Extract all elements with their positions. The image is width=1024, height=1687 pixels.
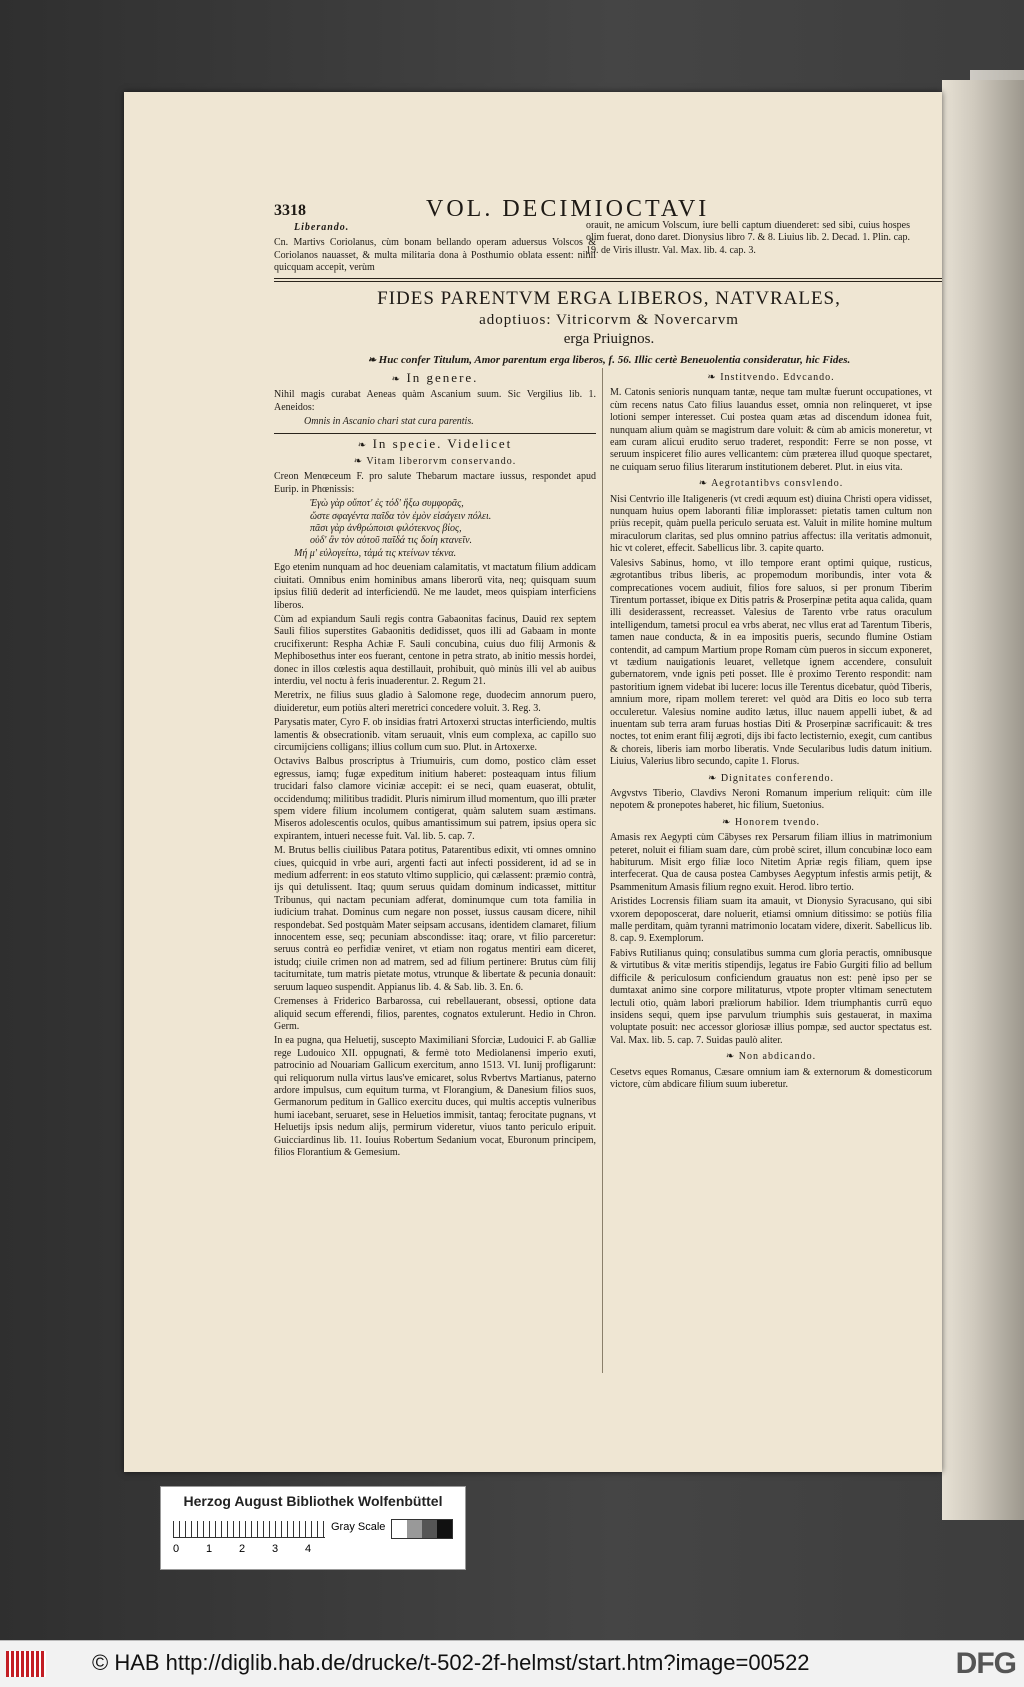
paragraph: In ea pugna, qua Heluetij, suscepto Maximiliani Sforciæ, Ludouici F. ab Galliæ rege Ludouico XII. oppugnati, & fermè toto Mediolanensi imperio exuti, patrocinio ad Nouariam Gallicum exercitum, anno 1513. VI. Iunij profligarunt: qui reliquorum nulla virtus laus've emicaret, solus Rvbertvs Martianus, paterno ardore impulsus, cum equitum turma, vt Florangium, & Danesium filios suos, Germanorum peditum in Gallico exercitu duces, qui multis acceptis vulneribus humi iacebant, seruaret, sese in Heluetios immisit, tantaq; ferocitate pugnans, vt Heluetijs ipsis nedum alijs, permirum videretur, viuos tanto periculo eripuit. Guicciardinus lib. 11. Iouius Robertum Sedanium vocat, Eburonum principem, filios Florantium & Gemesium. [274, 1035, 596, 1158]
verse-quote: Omnis in Ascanio chari stat cura parentis. [304, 416, 474, 428]
column-gutter [602, 368, 603, 1373]
paragraph: Amasis rex Aegypti cùm Cābyses rex Persarum filiam illius in matrimonium peteret, noluit ei filiam suam dare, cùm probè sciret, illum concubinæ loco eam habiturum. Misit ergo filiæ loco Nitetim Apriæ regis filiam, quem ipse interfecerat. Qua de causa postea Cambyses Aegyptum infestis armis petijt, & Psammenitum Amasis filium regno exuit. Herod. libro tertio. [610, 832, 932, 893]
subsection-heading: ❧ Institvendo. Edvcando. [707, 372, 835, 383]
paragraph: orauit, ne amicum Volscum, iure belli captum diuenderet: sed sibi, cuius hospes olim fuerat, dono daret. Dionysius libro 7. & 8. Liuius lib. 2. Decad. 1. Plin. cap. 19. de Viris illustr. Val. Max. lib. 4. cap. 3. [586, 220, 910, 256]
divider [274, 278, 942, 279]
fleuron-icon: ❧ [722, 816, 735, 828]
volume-title: VOL. DECIMIOCTAVI [426, 196, 710, 222]
library-name: Herzog August Bibliothek Wolfenbüttel [183, 1493, 443, 1509]
library-color-card [160, 1486, 466, 1570]
scale-ruler [173, 1521, 325, 1538]
paragraph: Cn. Martivs Coriolanus, cùm bonam bellando operam aduersus Volscos & Coriolanos nauasset, & multa militaria dona à Posthumio oblata essent: nihil quicquam accepit, verùm [274, 237, 596, 274]
section-heading: ❧ In specie. Videlicet [357, 435, 513, 451]
section-heading: ❧ In genere. [391, 370, 479, 385]
fleuron-icon: ❧ [367, 355, 379, 366]
greek-verse: ὥστε σφαγέντα παῖδα τὸν ἐμὸν εἰσάγειν πόλει. [310, 510, 492, 522]
greek-verse: Μή μ' εὐλογείτω, τἀμά τις κτείνων τέκνα. [294, 547, 457, 559]
divider [274, 433, 596, 434]
subsection-heading: ❧ Vitam liberorvm conservando. [353, 456, 517, 468]
section-heading: Liberando. [294, 222, 350, 233]
fleuron-icon: ❧ [391, 374, 407, 385]
title-line: adoptiuos: Vitricorvm & Novercarvm [479, 312, 739, 328]
paragraph: Meretrix, ne filius suus gladio à Salomone rege, duodecim annorum puero, diuideretur, eum potiùs alteri meretrici concedere voluit. 3. Reg. 3. [274, 690, 596, 714]
paragraph: Cesetvs eques Romanus, Cæsare omnium iam & externorum & domesticorum victore, cùm abdicare filium suum iuberetur. [610, 1066, 932, 1090]
greek-verse: οὐδ' ἂν τὸν αὑτοῦ παῖδά τις δοίη κτανεῖν. [310, 535, 473, 547]
subsection-heading: ❧ Non abdicando. [725, 1051, 817, 1063]
paragraph: M. Brutus bellis ciuilibus Patara potitus, Patarentibus edixit, vti omnes omnino ciues, quicquid in vrbe auri, argenti facti aut infecti possiderent, id ad se in medium adferrent: in eos statuto vltimo supplicio, qui cælassent: præmio contrà, ijs qui detulissent. Itaq; quum seruus quidam dominum indicasset, mittitur Tribunus, qui nactam pecuniam adferat, dominumque cum tota familia in iudicium trahat. Dominus cum negare non posset, iussus causam dicere, nihil respondebat. Sed postquàm Mater seipsam accusans, identidem clamaret, filium innocentem esse, seq; pecuniam abscondisse: itaq; orare, vt filio parceretur: seruus contrà eo perfidiæ veniret, vt etiam non rogatus mentiri eam diceret, istudq; ciuile crimen non ad matrem, sed ad filium pertinere: Brutus cùm filij taciturnitate, tum matris pietate motus, vtrunque & libertate & pecunia donauit: seruum laqueo suspendit. Appianus lib. 4. & Sab. lib. 3. En. 6. [274, 845, 596, 993]
subsection-heading: ❧ Aegrotantibvs consvlendo. [698, 478, 844, 490]
source-url[interactable]: © HAB http://diglib.hab.de/drucke/t-502-2f-helmst/start.htm?image=00522 [92, 1650, 810, 1675]
divider [274, 281, 942, 282]
right-column [610, 368, 932, 1093]
book-page [124, 92, 942, 1472]
fleuron-icon: ❧ [357, 439, 373, 451]
paragraph: Nisi Centvrio ille Italigeneris (vt credi æquum est) diuina Christi opera vidisset, nunquam huius opem laboranti filiæ implorasset: pietatis tamen cultum non priùs recepit, quàm puella periculo seruata est. Valuit in milite homine multum miraculorum claritas, sed plus omnino patrius affectus: illa veritatis admonuit, hic vt coleret, effecit. Sabellicus libr. 3. capite quarto. [610, 493, 932, 555]
subsection-heading: ❧ Honorem tvendo. [722, 816, 820, 828]
fleuron-icon: ❧ [698, 478, 712, 490]
paragraph: Cùm ad expiandum Sauli regis contra Gabaonitas facinus, Dauid rex septem Sauli filios superstites Gabaonitis dedidisset, quos illi ad Gabaam in monte crucifixerunt: Respha Achiæ F. Sauli concubina, cuius duo filij Armonis & Mephibosethus inter eos fuerant, centone in petra strato, ab initio messis hordei, donec in illos cœlestis aqua destillauit, prohibuit, quò minùs illi vel ab auibus interdiu, vel noctu à feris inuaderentur. 2. Regum 21. [274, 613, 596, 687]
page-number: 3318 [274, 202, 306, 219]
fleuron-icon: ❧ [725, 1051, 739, 1063]
subsection-heading: ❧ Dignitates conferendo. [708, 772, 834, 784]
fleuron-icon: ❧ [353, 456, 367, 468]
paragraph: Cremenses à Friderico Barbarossa, cui rebellauerant, obsessi, optione data aliquid secum efferendi, filios, parentes, cognatos extulerunt. Hedio in Chron. Germ. [274, 996, 596, 1032]
paragraph: Valesivs Sabinus, homo, vt illo tempore erant optimi quique, rusticus, ægrotantibus tribus liberis, ac propemodum moribundis, inter vota & comprecationes vocem audiuit, filios fore saluos, si per pronum Tiberim Tirentum portasset, ibique ex Ditis patris & Proserpinæ petita aqua calida, quam illi desiderassent, recreasset. Valesius de Tarento vrbe ratus oraculum intelligendum, tametsi procul ea vrbs aberat, nec vllus erat ad Tarentum Tiberis, tamen naue conducta, & in ea impositis pueris, secundo flumine Ostiam contendit, ad campum Martium prope Romam cùm pueros in siccum exponeret, vt tædium nauigationis leuaret, velletque ignem accendere, consuluit gubernatorem, vnde ignis peti posset. Ille è proximo Terento respondit: nam pastoritium ignem videbat ibi lucere: locus ille Terentus dicebatur, quòd Tiberis, amnium more, ripam mollem tereret: vel quòd ara Ditis eo loco sub terra occuleretur. Valesius nomine audito lætus, illuc nauem appelli iubet, & ad inuentam sub terra aram furuas hostias Diti & Proserpinæ sacrificauit: & tres noctes, tot enim erant filij ægroti, dijs ibi facto lectisternio, exegit, cum cantibus & choreis, liberis iam morbo liberatis. Vnde Secularibus ludis datum initium. Liuius, Valerius libro secundo, capite 1. Florus. [610, 557, 932, 768]
paragraph: Fabivs Rutilianus quinq; consulatibus summa cum gloria peractis, omnibusque & virtutibus & vitæ meritis stipendijs, legatus ire Fabio Gurgiti filio ad bellum difficile & periculosum conficiendum grauatus non est: penè ipso per se dumtaxat animo sine corpore militaturus, vtpote propter vltimam senectutem lectuli otio, quàm labori præliorum habilior. Idem triumphantis currū equo insidens sequi, quem ipse parvulum triumphis suis gestauerat, in maxima voluptate posuit: nec accessor gloriosæ illius pompæ, sed auctor spectatus est. Val. Max. lib. 5. cap. 7. Suidas paulò aliter. [610, 947, 932, 1046]
paragraph: Octavivs Balbus proscriptus à Triumuiris, cum domo, postico clàm esset egressus, iamq; fugæ expeditum initium haberet: posteaquam intus filium trucidari falso clamore viciniæ accepit: ei se neci, quam euaserat, obtulit, occidendumq; militibus tradidit. Pluris nimirum illud momentum, quo illi præter spem videre filium incolumem contigerat, quàm salutem suam æstimans. Miseros adolescentis oculos, quibus amantissimum sui patrem, ipsius opera sic expirantem, intueri necesse fuit. Val. lib. 5. cap. 7. [274, 756, 596, 842]
hab-logo-icon [6, 1651, 46, 1677]
title-line: erga Priuignos. [563, 331, 655, 347]
paragraph: M. Catonis senioris nunquam tantæ, neque tam multæ fuerunt occupationes, vt cùm recens natus Cato filius lauandus esset, omnia non relinqueret, vt ipse lotioni semper interesset. Cui postea quam ætas ad discendum idonea fuit, nunquam alium quàm se magistrum dare voluit: & cùm ab amicis moneretur, vt eam curam alicui erudito seruo traderet, respondit: Ferre se non posse, vt seruum inspiceret filio aures vellicantem: cùm præterea illud quoque spectaret, ne cuiquam seruo filius literarum institutionem deberet. Plut. in eius vita. [610, 387, 932, 473]
greek-verse: πᾶσι γὰρ ἀνθρώποισι φιλότεκνος βίος, [310, 523, 462, 535]
paragraph: Nihil magis curabat Aeneas quàm Ascanium suum. Sic Vergilius lib. 1. Aeneidos: [274, 389, 596, 413]
page-fold-edge [942, 80, 1024, 1520]
paragraph: Aristides Locrensis filiam suam ita amauit, vt Dionysio Syracusano, qui sibi vxorem depoposcerat, dare noluerit, etiamsi omnium ditissimo: se potiùs filia malle perditam, quàm tyranni matrimonio locatam videre, dixerit. Sabellicus lib. 8. cap. 9. Exemplorum. [610, 896, 932, 945]
fleuron-icon: ❧ [707, 372, 721, 383]
dfg-logo-icon: DFG [955, 1647, 1016, 1680]
gray-scale-label: Gray Scale [331, 1521, 386, 1533]
title-line: FIDES PARENTVM ERGA LIBEROS, NATVRALES, [377, 288, 841, 309]
greek-verse: Ἐγὼ γὰρ οὔποτ' ἐς τόδ' ἥξω συμφορᾶς, [310, 498, 464, 510]
paragraph: Parysatis mater, Cyro F. ob insidias fratri Artoxerxi structas interficiendo, multis lamentis & obsecrationib. vitam seruauit, vlnis eum complexa, ac capillo suo circumijciens colligans; illius collum cum suo. Plut. in Artoxerxe. [274, 717, 596, 753]
top-left-column [274, 218, 596, 277]
left-column [274, 368, 596, 1161]
chapter-title [264, 288, 942, 366]
paragraph: Ego etenim nunquam ad hoc deueniam calamitatis, vt mactatum filium addicam ciuitati. Omnibus enim hominibus amans liberorū vita, neq; quisquam suum ipsius filiū dederit ad interficiendū. Ne me laudet, meos quispiam interficiens liberos. [274, 562, 596, 611]
scale-numbers: 0 1 2 3 4 [173, 1543, 312, 1555]
paragraph: Avgvstvs Tiberio, Clavdivs Neroni Romanum imperium reliquit: cùm ille nepotem & pronepotes haberet, hic filium, Suetonius. [610, 788, 932, 812]
top-right-column [586, 220, 910, 259]
footer-bar [0, 1640, 1024, 1687]
paragraph: Creon Menœceum F. pro salute Thebarum mactare iussus, respondet apud Eurip. in Phœnissis: [274, 471, 596, 495]
fleuron-icon: ❧ [708, 772, 721, 784]
cross-reference: ❧ Huc confer Titulum, Amor parentum erga liberos, f. 56. Illic certè Beneuolentia consideratur, hic Fides. [367, 354, 851, 366]
gray-scale-swatch [391, 1519, 453, 1539]
